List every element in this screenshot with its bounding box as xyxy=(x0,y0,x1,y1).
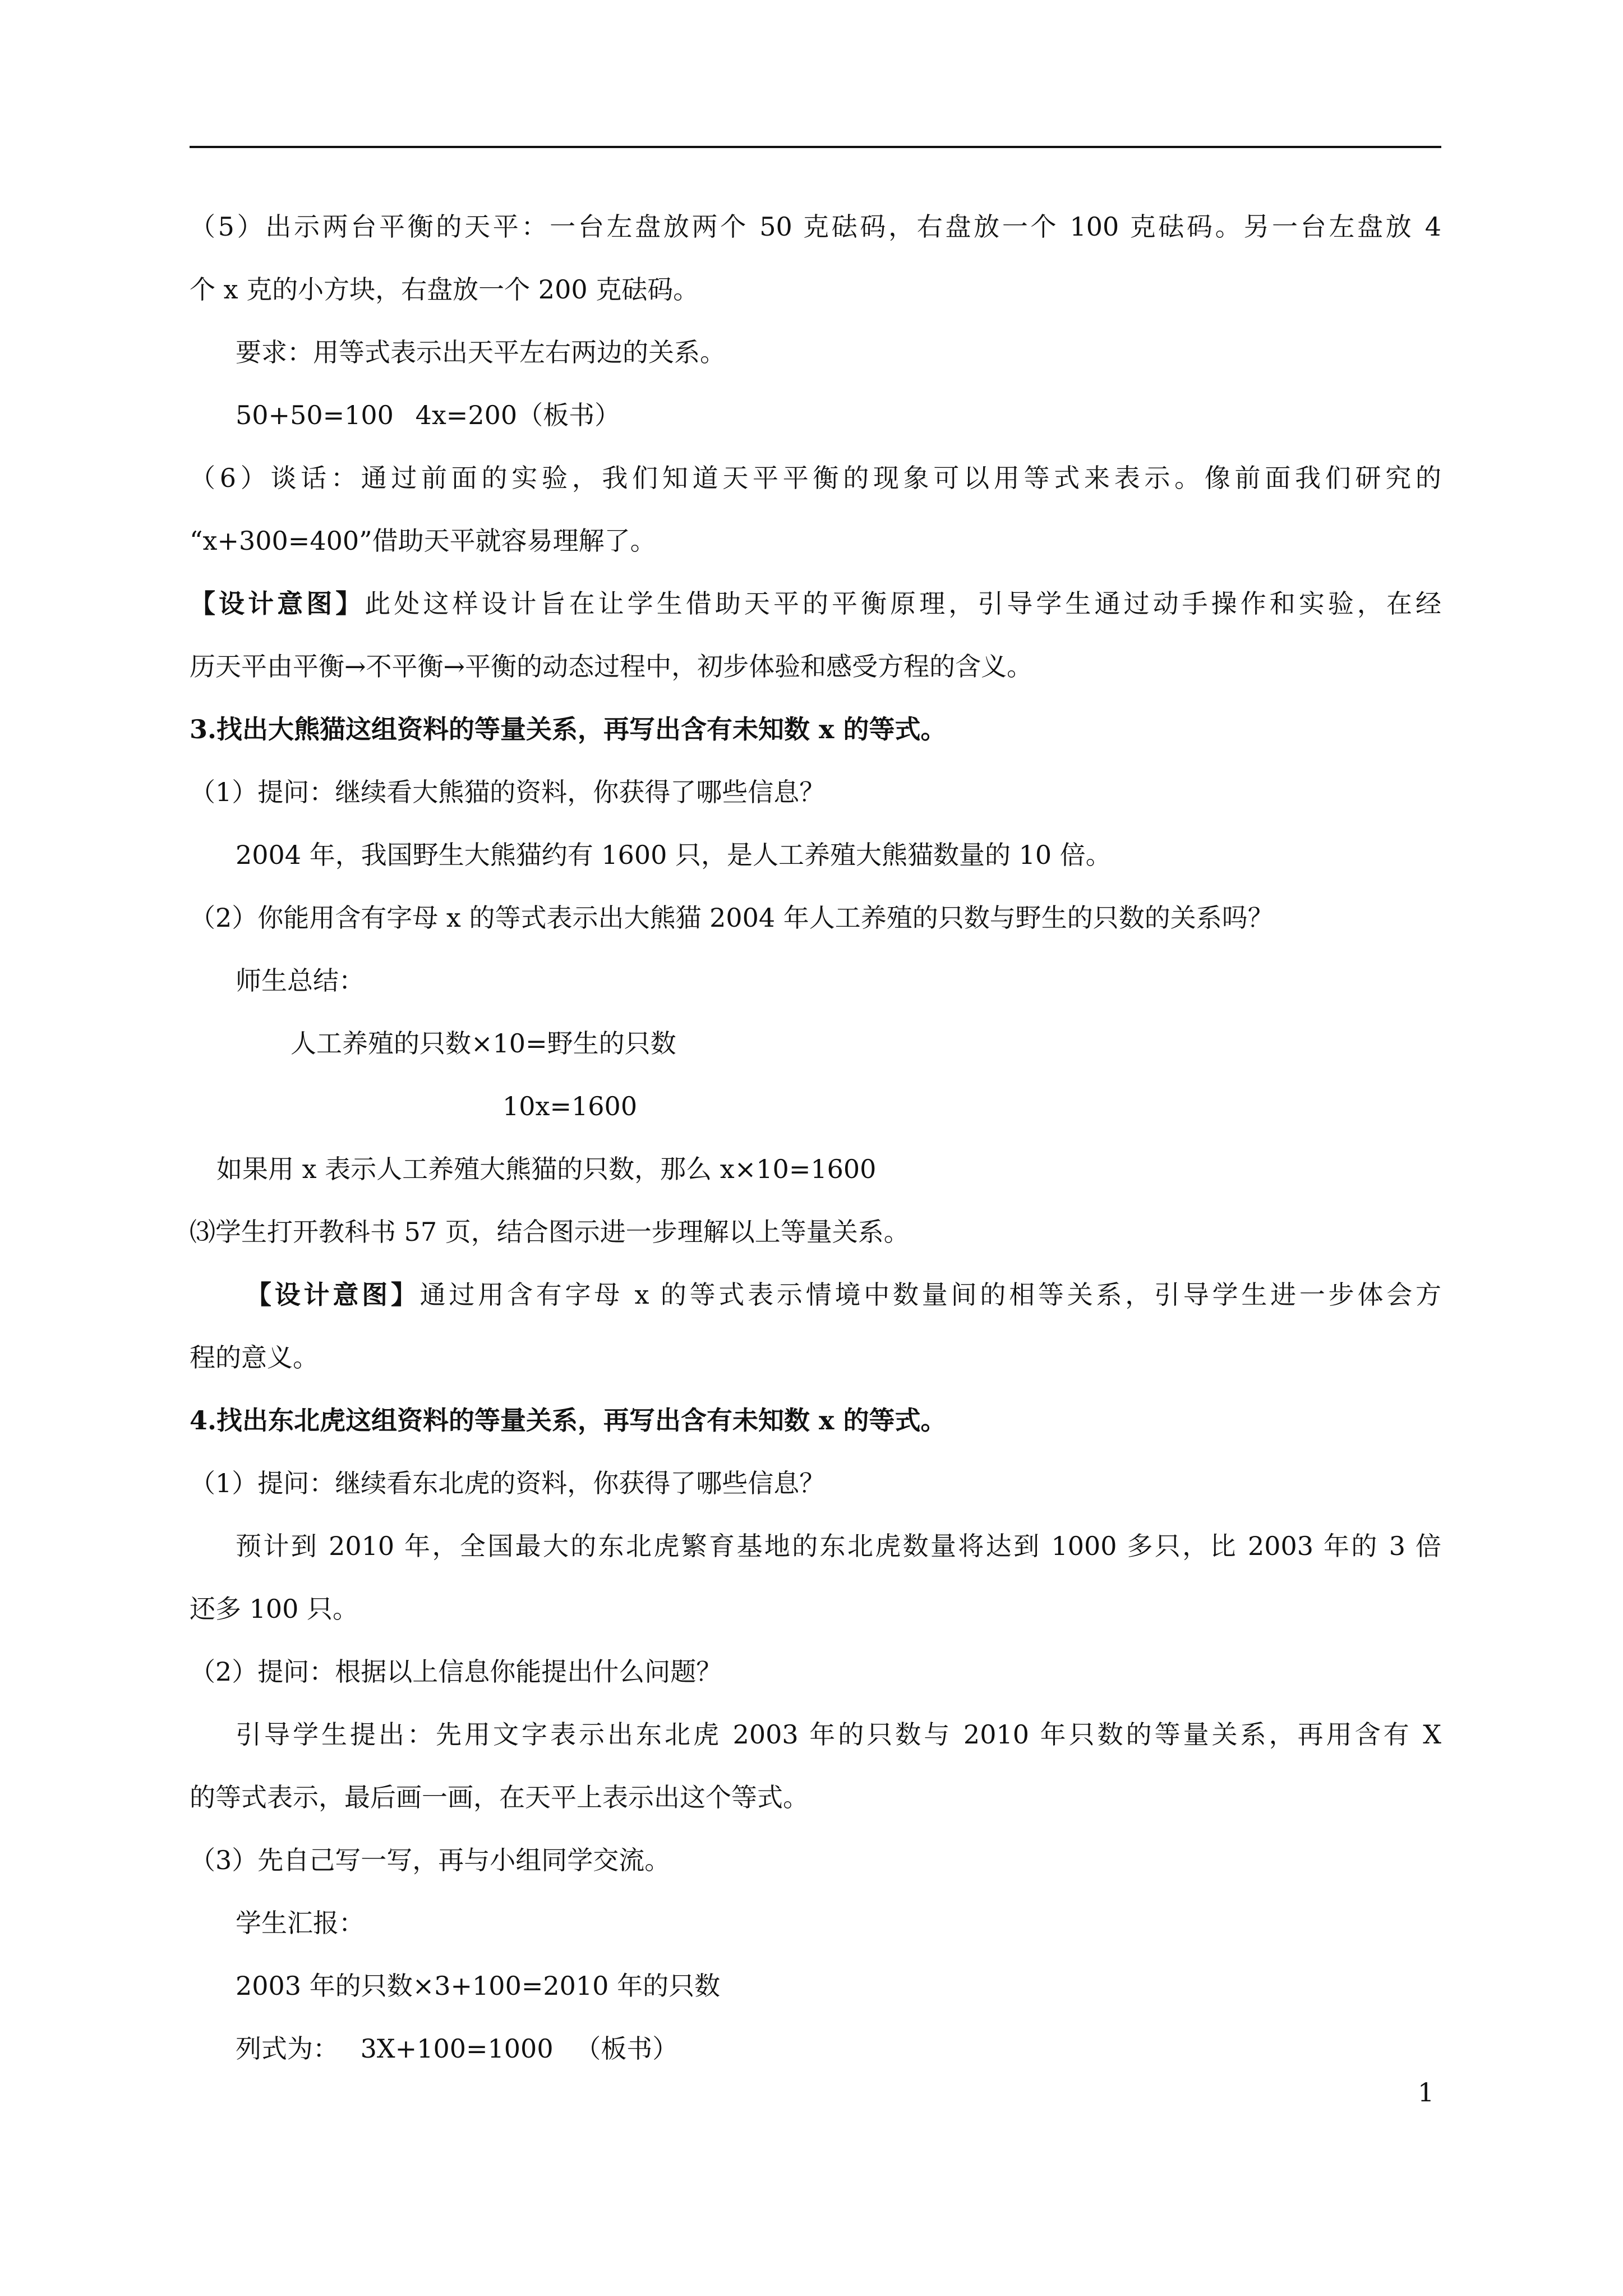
design-intent-line: 【设计意图】通过用含有字母 x 的等式表示情境中数量间的相等关系，引导学生进一步体会方 xyxy=(246,1280,1441,1310)
document-body xyxy=(190,195,1441,2080)
board-equation-line: 列式为： 3X+100=1000 （板书） xyxy=(236,2033,679,2064)
paragraph-line: 历天平由平衡→不平衡→平衡的动态过程中，初步体验和感受方程的含义。 xyxy=(190,651,1033,682)
paragraph-line: （1）提问：继续看东北虎的资料，你获得了哪些信息？ xyxy=(190,1468,826,1498)
design-intent-line: 【设计意图】此处这样设计旨在让学生借助天平的平衡原理，引导学生通过动手操作和实验，在经 xyxy=(190,588,1441,619)
paragraph-line: （1）提问：继续看大熊猫的资料，你获得了哪些信息？ xyxy=(190,777,826,807)
paragraph-line: 程的意义。 xyxy=(190,1342,319,1373)
section-heading: 3.找出大熊猫这组资料的等量关系，再写出含有未知数 x 的等式。 xyxy=(190,714,947,744)
paragraph-line: ⑶学生打开教科书 57 页，结合图示进一步理解以上等量关系。 xyxy=(190,1217,910,1247)
page-number: 1 xyxy=(1418,2077,1435,2108)
paragraph-line: （3）先自己写一写，再与小组同学交流。 xyxy=(190,1845,671,1875)
paragraph-line: （6）谈话：通过前面的实验，我们知道天平平衡的现象可以用等式来表示。像前面我们研究的 xyxy=(190,463,1441,493)
relation-line: 2003 年的只数×3+100=2010 年的只数 xyxy=(236,1971,721,2001)
paragraph-line: （2）提问：根据以上信息你能提出什么问题？ xyxy=(190,1657,722,1687)
paragraph-line: 师生总结： xyxy=(236,965,365,996)
paragraph-line: 预计到 2010 年，全国最大的东北虎繁育基地的东北虎数量将达到 1000 多只，比 2003 年的 3 倍 xyxy=(236,1531,1441,1561)
board-equation-line: 50+50=100 4x=200（板书） xyxy=(236,400,621,430)
paragraph-line: 要求：用等式表示出天平左右两边的关系。 xyxy=(236,337,726,367)
paragraph-line: 引导学生提出：先用文字表示出东北虎 2003 年的只数与 2010 年只数的等量关系，再用含有 X xyxy=(236,1719,1441,1750)
design-intent-label: 【设计意图】 xyxy=(190,588,365,619)
paragraph-line: “x+300=400”借助天平就容易理解了。 xyxy=(190,526,656,556)
paragraph-line: 还多 100 只。 xyxy=(190,1594,359,1624)
paragraph-line: 学生汇报： xyxy=(236,1908,365,1938)
paragraph-line: 个 x 克的小方块，右盘放一个 200 克砝码。 xyxy=(190,274,699,305)
paragraph-line: 的等式表示，最后画一画，在天平上表示出这个等式。 xyxy=(190,1782,809,1812)
paragraph-line: （2）你能用含有字母 x 的等式表示出大熊猫 2004 年人工养殖的只数与野生的只数的关系吗？ xyxy=(190,903,1274,933)
relation-line: 人工养殖的只数×10=野生的只数 xyxy=(291,1028,676,1059)
design-intent-label: 【设计意图】 xyxy=(246,1280,420,1310)
equation-line: 10x=1600 xyxy=(502,1091,638,1121)
paragraph-line: 2004 年，我国野生大熊猫约有 1600 只，是人工养殖大熊猫数量的 10 倍。 xyxy=(236,840,1112,870)
paragraph-line: （5）出示两台平衡的天平：一台左盘放两个 50 克砝码，右盘放一个 100 克砝码。另一台左盘放 4 xyxy=(190,211,1441,242)
paragraph-line: 如果用 x 表示人工养殖大熊猫的只数，那么 x×10=1600 xyxy=(216,1154,877,1184)
section-heading: 4.找出东北虎这组资料的等量关系，再写出含有未知数 x 的等式。 xyxy=(190,1405,947,1435)
header-rule xyxy=(190,146,1441,148)
